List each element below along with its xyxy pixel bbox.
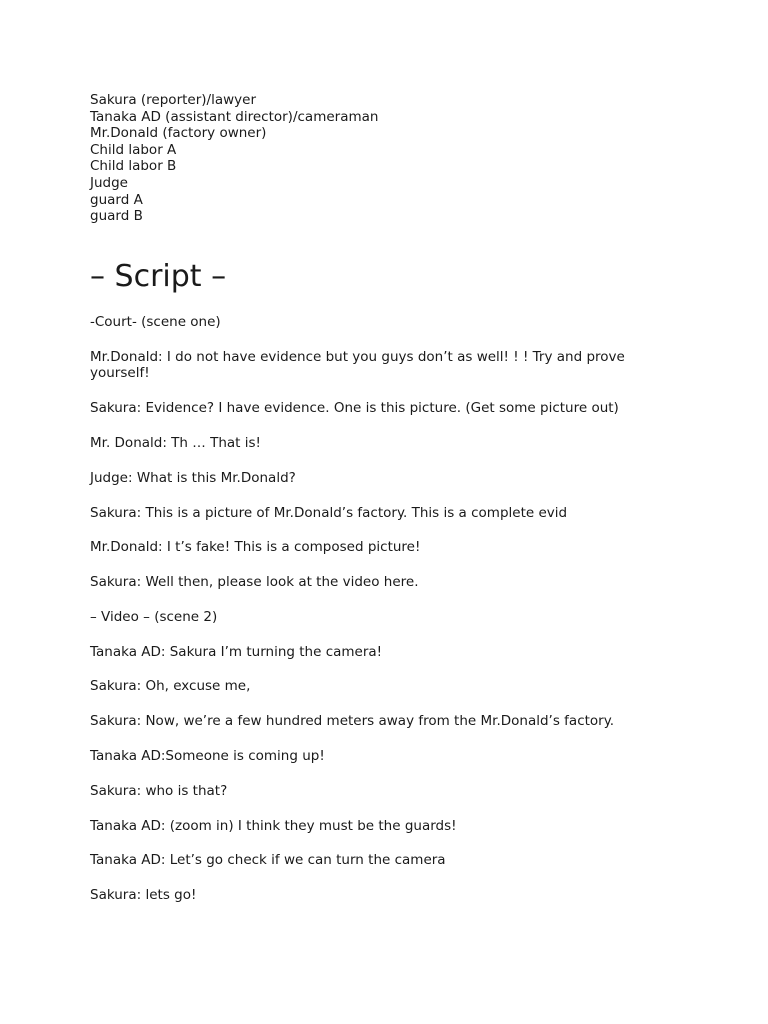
cast-item: Mr.Donald (factory owner) [90,125,267,142]
cast-item: Judge [90,174,128,191]
script-body [90,314,650,922]
cast-item: guard B [90,208,143,225]
script-line: Mr.Donald: I t’s fake! This is a composed picture! [90,539,421,556]
script-line: Judge: What is this Mr.Donald? [90,469,296,486]
script-line: Sakura: lets go! [90,887,197,904]
script-line: Tanaka AD: Let’s go check if we can turn the camera [90,852,446,869]
script-line: Sakura: Now, we’re a few hundred meters away from the Mr.Donald’s factory. [90,713,615,730]
script-line: – Video – (scene 2) [90,608,218,625]
cast-item: guard A [90,191,143,208]
script-line: Sakura: This is a picture of Mr.Donald’s factory. This is a complete evid [90,504,568,521]
script-line: Tanaka AD:Someone is coming up! [90,747,325,764]
script-line: Sakura: Well then, please look at the video here. [90,574,419,591]
cast-item: Child labor A [90,141,177,158]
script-line: -Court- (scene one) [90,314,221,330]
cast-list [90,92,378,225]
script-line: Mr.Donald: I do not have evidence but you guys don’t as well! ! ! Try and prove yourself! [90,348,625,382]
script-line: Sakura: Oh, excuse me, [90,678,251,695]
script-line: Sakura: who is that? [90,782,228,799]
cast-item: Tanaka AD (assistant director)/cameraman [90,108,379,125]
script-line: Sakura: Evidence? I have evidence. One is this picture. (Get some picture out) [90,400,619,417]
cast-item: Child labor B [90,158,177,175]
script-line: Tanaka AD: (zoom in) I think they must be the guards! [90,817,457,834]
script-line: Tanaka AD: Sakura I’m turning the camera! [90,643,383,660]
script-heading: – Script – [90,259,227,294]
script-line: Mr. Donald: Th … That is! [90,434,261,451]
cast-item: Sakura (reporter)/lawyer [90,92,256,108]
